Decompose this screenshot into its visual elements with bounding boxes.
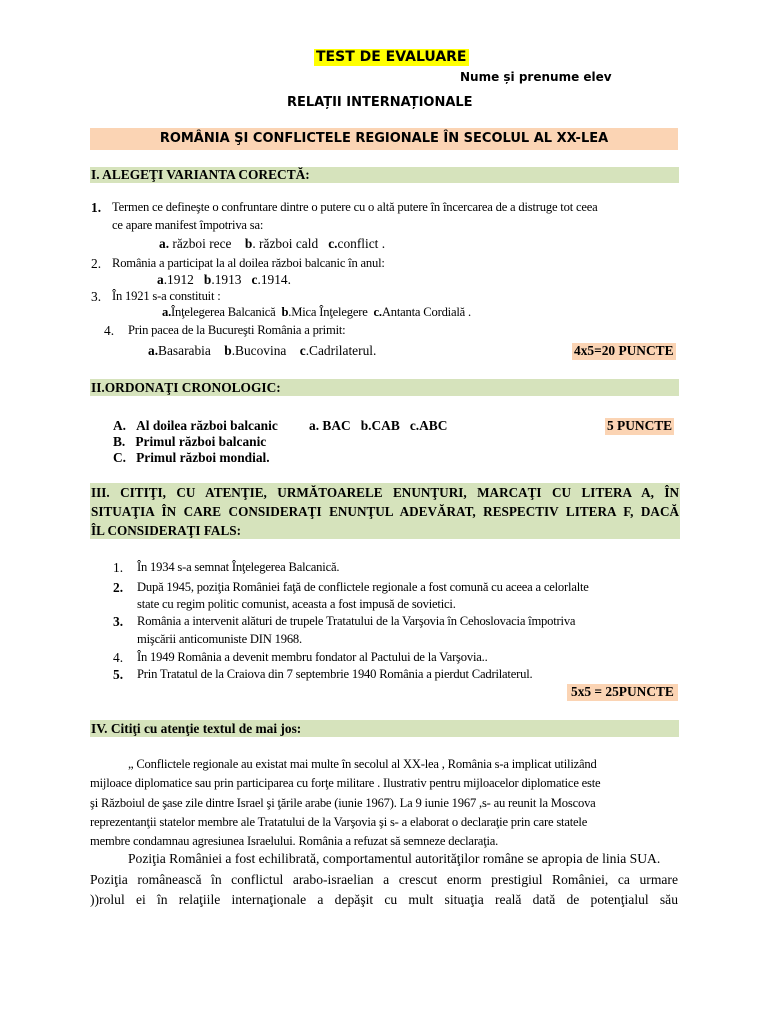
option-text: .Cadrilaterul. xyxy=(305,343,377,358)
option-letter: b xyxy=(281,305,289,319)
statement-text: mişcării anticomuniste DIN 1968. xyxy=(137,632,302,646)
statement-number: 3. xyxy=(113,614,124,629)
option-letter: a. xyxy=(162,305,172,319)
option-text: . război cald xyxy=(252,236,319,251)
passage-line: mijloace diplomatice sau prin participarea cu forţe militare . Ilustrativ pentru mijloacelor diplomatice este xyxy=(90,776,601,790)
order-item-letter: B. xyxy=(113,434,126,449)
option-letter: b xyxy=(244,236,253,251)
q1-number: 1. xyxy=(91,200,102,215)
section2-heading: II.ORDONAŢI CRONOLOGIC: xyxy=(90,379,679,396)
statement-text: În 1949 România a devenit membru fondator al Pactului de la Varşovia.. xyxy=(137,650,488,664)
topic-banner xyxy=(90,128,678,150)
topic-title: ROMÂNIA ŞI CONFLICTELE REGIONALE ÎN SECOLUL AL XX-LEA xyxy=(159,131,609,146)
section1-heading: I. ALEGEŢI VARIANTA CORECTĂ: xyxy=(90,167,679,183)
section3-points: 5x5 = 25PUNCTE xyxy=(567,684,678,701)
option-letter: c xyxy=(299,343,306,358)
q4-text: Prin pacea de la Bucureşti România a primit: xyxy=(128,323,346,337)
statement-text: România a intervenit alături de trupele Tratatului de la Varşovia în Cehoslovacia împotriva xyxy=(137,614,576,628)
student-name-label: Nume și prenume elev xyxy=(460,70,612,84)
option-letter: c. xyxy=(328,236,338,251)
order-item-text: Primul război mondial. xyxy=(136,450,270,465)
option-letter: a. xyxy=(148,343,159,358)
q4-options xyxy=(148,344,376,359)
order-options: a. BAC b.CAB c.ABC xyxy=(309,418,448,433)
option-text: .Mica Înţelegere xyxy=(288,305,368,319)
option-text: .1913 xyxy=(211,272,242,287)
section4-heading: IV. Citiţi cu atenţie textul de mai jos: xyxy=(90,720,679,737)
q2-options xyxy=(157,273,291,288)
statement-number: 4. xyxy=(113,650,124,665)
statement-text: Prin Tratatul de la Craiova din 7 septembrie 1940 România a pierdut Cadrilaterul. xyxy=(137,667,533,681)
q4-number: 4. xyxy=(104,323,115,338)
q3-number: 3. xyxy=(91,289,102,304)
section3-heading xyxy=(90,483,680,539)
statement-text: După 1945, poziţia României faţă de conflictele regionale a fost comună cu aceea a celorlalte xyxy=(137,580,589,594)
option-letter: c. xyxy=(373,305,382,319)
order-item xyxy=(113,419,278,434)
option-letter: c xyxy=(251,272,258,287)
q2-text: România a participat la al doilea război balcanic în anul: xyxy=(112,256,385,270)
statement-number: 5. xyxy=(113,667,124,682)
test-title: TEST DE EVALUARE xyxy=(316,49,467,65)
statement-number: 1. xyxy=(113,560,124,575)
passage-line: membre condamnau agresiunea Israelului. România a refuzat să semneze declaraţia. xyxy=(90,834,499,848)
section3-heading-line3: ÎL CONSIDERAŢI FALS: xyxy=(91,523,241,538)
subject-title: RELAȚII INTERNAȚIONALE xyxy=(287,95,473,110)
option-letter: a. xyxy=(159,236,170,251)
section3-heading-line2: SITUAŢIA ÎN CARE CONSIDERAŢI ENUNŢUL ADEVĂRAT, RESPECTIV LITERA F, DACĂ xyxy=(91,504,679,519)
option-text: Basarabia xyxy=(158,343,211,358)
statement-text: state cu regim politic comunist, aceasta a fost impusă de sovietici. xyxy=(137,597,456,611)
option-text: Antanta Cordială . xyxy=(381,305,471,319)
passage-line: şi Războiul de şase zile dintre Israel şi ţările arabe (iunie 1967). La 9 iunie 1967 ,s- au reunit la Moscova xyxy=(90,796,596,810)
statement-text: În 1934 s-a semnat Înţelegerea Balcanică. xyxy=(137,560,340,574)
order-item-text: Al doilea război balcanic xyxy=(136,418,278,433)
option-text: .1912 xyxy=(163,272,194,287)
q3-options xyxy=(162,306,471,320)
statement-number: 2. xyxy=(113,580,124,595)
option-letter: b xyxy=(203,272,212,287)
q2-number: 2. xyxy=(91,256,102,271)
order-item-letter: C. xyxy=(113,450,127,465)
option-letter: a xyxy=(157,272,164,287)
order-item-text: Primul război balcanic xyxy=(135,434,267,449)
option-letter: b xyxy=(224,343,232,358)
passage-line: reprezentanţii statelor membre ale Tratatului de la Varşovia şi s- a elaborat o declaraţie prin care statele xyxy=(90,815,588,829)
option-text: conflict . xyxy=(337,236,386,251)
option-text: război rece xyxy=(169,236,232,251)
section2-points: 5 PUNCTE xyxy=(607,418,673,433)
passage-line: Poziţia românească în conflictul arabo-israelian a crescut enorm prestigiul României, ca urmare xyxy=(90,872,678,887)
q1-text-line1: Termen ce defineşte o confruntare dintre o putere cu o altă putere în încercarea de a distruge tot ceea xyxy=(112,200,598,214)
option-text: Înţelegerea Balcanică xyxy=(171,305,276,319)
q1-text-line2: ce apare manifest împotriva sa: xyxy=(112,218,264,232)
order-item-letter: A. xyxy=(113,418,127,433)
option-text: .1914. xyxy=(257,272,291,287)
passage-line: „ Conflictele regionale au existat mai multe în secolul al XX-lea , România s-a implicat utilizând xyxy=(128,757,597,771)
option-text: .Bucovina xyxy=(231,343,287,358)
passage-line: ))rolul ei în relaţiile internaţionale a depăşit cu mult situaţia reală dată de potenţialul său xyxy=(90,892,678,907)
q1-options xyxy=(159,237,385,252)
order-item xyxy=(113,435,266,450)
passage-line: Poziţia României a fost echilibrată, comportamentul autorităţilor române se apropia de linia SUA. xyxy=(128,851,661,866)
section1-points: 4x5=20 PUNCTE xyxy=(574,343,674,358)
order-item xyxy=(113,451,270,466)
q3-text: În 1921 s-a constituit : xyxy=(112,289,221,303)
section3-heading-line1: III. CITIŢI, CU ATENŢIE, URMĂTOARELE ENUNŢURI, MARCAŢI CU LITERA A, ÎN xyxy=(91,485,679,500)
